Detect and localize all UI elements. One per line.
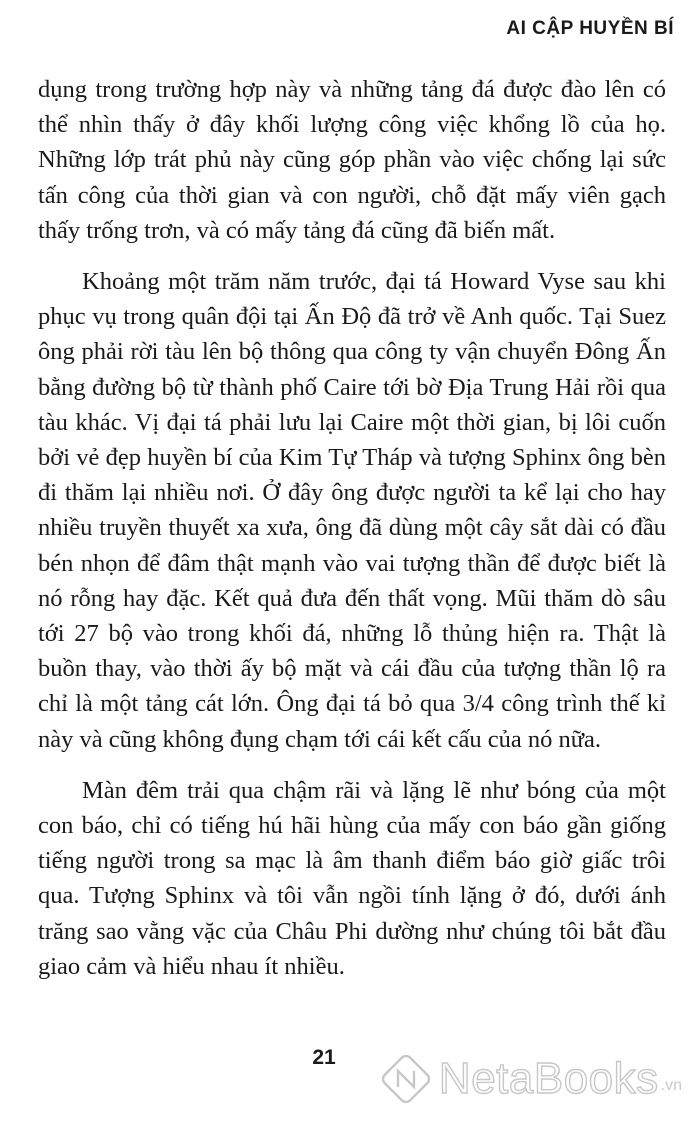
netabooks-logo-icon xyxy=(379,1052,433,1106)
paragraph-3: Màn đêm trải qua chậm rãi và lặng lẽ như bóng của một con báo, chỉ có tiếng hú hãi hùng của mấy con báo gần giống tiếng người trong sa mạc là âm thanh điểm báo giờ giấc trôi qua. Tượng Sphinx và tôi vẫn ngồi tính lặng ở đó, dưới ánh trăng sao vằng vặc của Châu Phi dường như chúng tôi bắt đầu giao cảm và hiểu nhau ít nhiều. xyxy=(38,776,666,980)
watermark xyxy=(379,1052,682,1106)
paragraph-1: dụng trong trường hợp này và những tảng đá được đào lên có thể nhìn thấy ở đây khối lượng công việc khổng lồ của họ. Những lớp trát phủ này cũng góp phần vào việc chống lại sức tấn công của thời gian và con người, chỗ đặt mấy viên gạch thấy trống trơn, và có mấy tảng đá cũng đã biến mất. xyxy=(38,76,666,244)
page-number-label: 21 xyxy=(312,1046,336,1069)
body-text xyxy=(38,72,666,1000)
paragraph-2: Khoảng một trăm năm trước, đại tá Howard Vyse sau khi phục vụ trong quân đội tại Ấn Độ đã trở về Anh quốc. Tại Suez ông phải rời tàu lên bộ thông qua công ty vận chuyển Đông Ấn bằng đường bộ từ thành phố Caire tới bờ Địa Trung Hải rồi qua tàu khác. Vị đại tá phải lưu lại Caire một thời gian, bị lôi cuốn bởi vẻ đẹp huyền bí của Kim Tự Tháp và tượng Sphinx ông bèn đi thăm lại nhiều nơi. Ở đây ông được người ta kể lại cho hay nhiều truyền thuyết xa xưa, ông đã dùng một cây sắt dài có đầu bén nhọn để đâm thật mạnh vào vai tượng thần để được biết là nó rỗng hay đặc. Kết quả đưa đến thất vọng. Mũi thăm dò sâu tới 27 bộ vào trong khối đá, những lỗ thủng hiện ra. Thật là buồn thay, vào thời ấy bộ mặt và cái đầu của tượng thần lộ ra chỉ là một tảng cát lớn. Ông đại tá bỏ qua 3/4 công trình thế kỉ này và cũng không đụng chạm tới cái kết cấu của nó nữa. xyxy=(38,268,666,753)
watermark-tld: .vn xyxy=(660,1077,682,1094)
running-header: AI CẬP HUYỀN BÍ xyxy=(506,18,674,39)
watermark-brand: NetaBooks xyxy=(438,1054,659,1103)
